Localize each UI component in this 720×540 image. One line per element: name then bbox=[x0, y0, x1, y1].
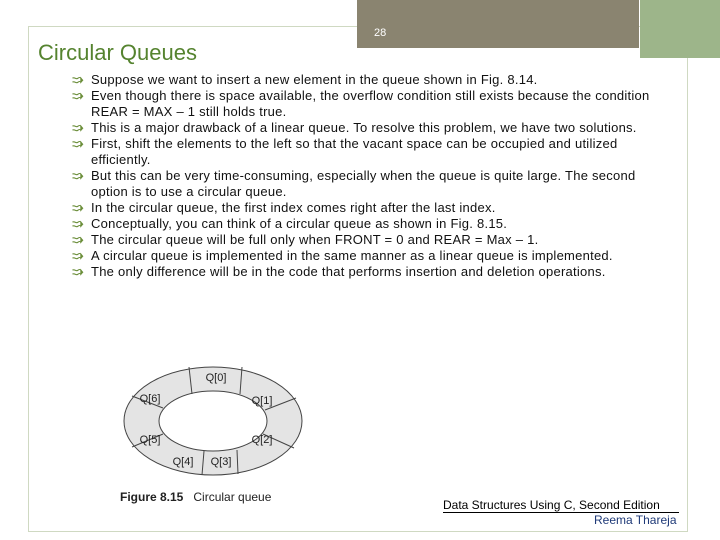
bullet-text: Even though there is space available, the overflow condition still exists because the condition REAR = MAX – 1 still holds true. bbox=[91, 88, 650, 119]
author-credit: Reema Thareja bbox=[594, 513, 677, 527]
page-number: 28 bbox=[374, 27, 387, 39]
cell-label: Q[2] bbox=[251, 434, 273, 446]
cell-label: Q[0] bbox=[205, 372, 227, 384]
cell-label: Q[3] bbox=[210, 456, 232, 468]
page-number-tab bbox=[357, 0, 639, 48]
bullet-text: In the circular queue, the first index comes right after the last index. bbox=[91, 200, 496, 215]
bullet-item bbox=[72, 168, 676, 200]
wavy-arrow-bullet-icon bbox=[72, 124, 84, 133]
figure-number: Figure 8.15 bbox=[120, 490, 184, 504]
bullet-text: First, shift the elements to the left so that the vacant space can be occupied and utilized efficiently. bbox=[91, 136, 618, 167]
wavy-arrow-bullet-icon bbox=[72, 140, 84, 149]
bullet-item bbox=[72, 136, 676, 168]
bullet-item bbox=[72, 264, 676, 280]
bullet-item bbox=[72, 120, 676, 136]
figure-caption bbox=[120, 490, 271, 504]
corner-accent bbox=[640, 0, 720, 58]
circular-queue-figure bbox=[116, 356, 316, 508]
bullet-text: The circular queue will be full only when FRONT = 0 and REAR = Max – 1. bbox=[91, 232, 539, 247]
bullet-text: Conceptually, you can think of a circular queue as shown in Fig. 8.15. bbox=[91, 216, 508, 231]
bullet-item bbox=[72, 200, 676, 216]
cell-label: Q[4] bbox=[172, 456, 194, 468]
cell-label: Q[1] bbox=[251, 395, 273, 407]
bullet-list bbox=[72, 72, 676, 280]
wavy-arrow-bullet-icon bbox=[72, 76, 84, 85]
bullet-item bbox=[72, 248, 676, 264]
book-credit: Data Structures Using C, Second Edition bbox=[443, 498, 660, 512]
bullet-text: This is a major drawback of a linear queue. To resolve this problem, we have two solutions. bbox=[91, 120, 637, 135]
bullet-item bbox=[72, 232, 676, 248]
wavy-arrow-bullet-icon bbox=[72, 172, 84, 181]
bullet-text: A circular queue is implemented in the same manner as a linear queue is implemented. bbox=[91, 248, 613, 263]
bullet-text: The only difference will be in the code that performs insertion and deletion operations. bbox=[91, 264, 606, 279]
wavy-arrow-bullet-icon bbox=[72, 236, 84, 245]
wavy-arrow-bullet-icon bbox=[72, 92, 84, 101]
cell-label: Q[5] bbox=[139, 434, 161, 446]
wavy-arrow-bullet-icon bbox=[72, 204, 84, 213]
slide-title: Circular Queues bbox=[38, 40, 197, 65]
circular-queue-diagram bbox=[116, 356, 316, 486]
bullet-item bbox=[72, 216, 676, 232]
bullet-text: Suppose we want to insert a new element in the queue shown in Fig. 8.14. bbox=[91, 72, 538, 87]
wavy-arrow-bullet-icon bbox=[72, 252, 84, 261]
cell-label: Q[6] bbox=[139, 393, 161, 405]
bullet-item bbox=[72, 88, 676, 120]
wavy-arrow-bullet-icon bbox=[72, 220, 84, 229]
figure-caption-text: Circular queue bbox=[193, 490, 272, 504]
bullet-item bbox=[72, 72, 676, 88]
bullet-text: But this can be very time-consuming, especially when the queue is quite large. The second option is to use a circular queue. bbox=[91, 168, 636, 199]
wavy-arrow-bullet-icon bbox=[72, 268, 84, 277]
